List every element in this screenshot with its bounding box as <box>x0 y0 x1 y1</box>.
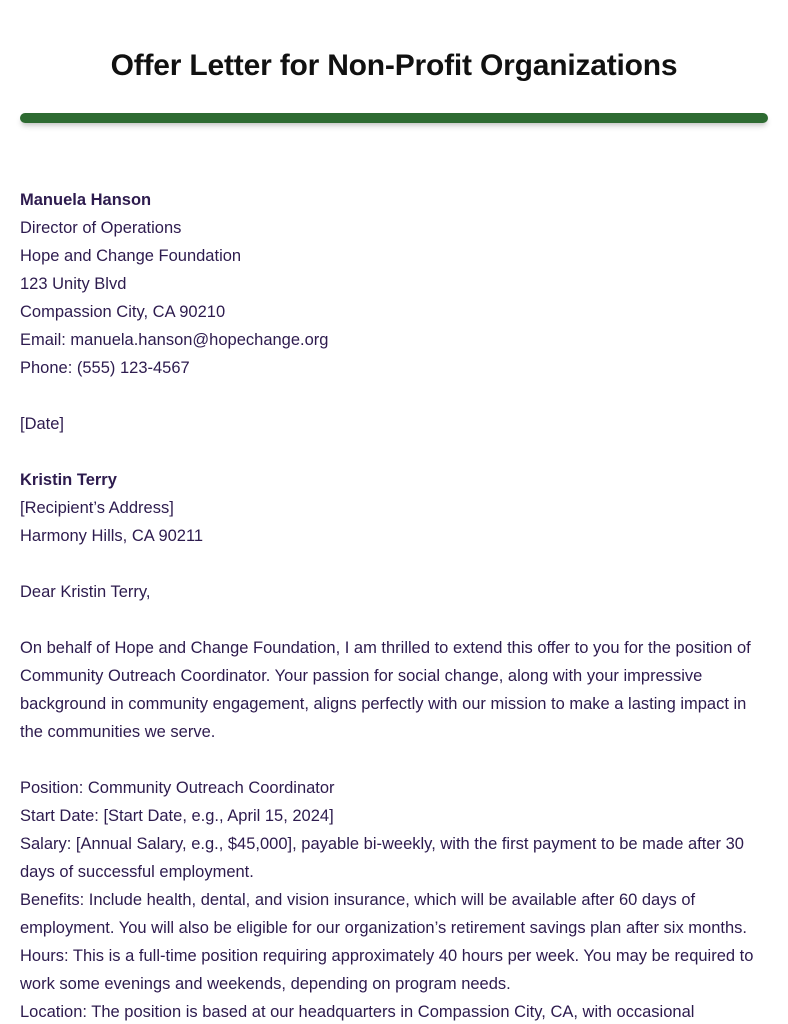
intro-paragraph: On behalf of Hope and Change Foundation, I am thrilled to extend this offer to you for the position of Community Outreach Coordinator. Your passion for social change, along with your impressive background in community engagement, aligns perfectly with our mission to make a lasting impact in the communities we serve. <box>20 639 751 741</box>
sender-block <box>20 186 768 382</box>
recipient-address-placeholder: [Recipient’s Address] <box>20 499 174 517</box>
page-title: Offer Letter for Non-Profit Organizations <box>110 49 678 82</box>
term-location: Location: The position is based at our headquarters in Compassion City, CA, with occasional <box>20 1003 695 1021</box>
salutation: Dear Kristin Terry, <box>20 583 151 601</box>
spacer-after-sender <box>20 382 768 410</box>
title-divider <box>20 113 768 123</box>
term-salary: Salary: [Annual Salary, e.g., $45,000], payable bi-weekly, with the first payment to be made after 30 days of successful employment. <box>20 835 744 881</box>
sender-organization: Hope and Change Foundation <box>20 247 242 265</box>
sender-phone: Phone: (555) 123-4567 <box>20 359 190 377</box>
sender-email: Email: manuela.hanson@hopechange.org <box>20 331 329 349</box>
recipient-block <box>20 466 768 550</box>
terms-block <box>20 774 768 1024</box>
recipient-name: Kristin Terry <box>20 471 117 489</box>
term-position: Position: Community Outreach Coordinator <box>20 779 335 797</box>
spacer-after-intro <box>20 746 768 774</box>
date-placeholder: [Date] <box>20 415 65 433</box>
letter-body <box>20 186 768 1024</box>
accent-bar <box>20 113 768 123</box>
sender-job-title: Director of Operations <box>20 219 182 237</box>
term-start-date: Start Date: [Start Date, e.g., April 15, 2024] <box>20 807 334 825</box>
sender-street: 123 Unity Blvd <box>20 275 127 293</box>
spacer-after-date <box>20 438 768 466</box>
sender-name: Manuela Hanson <box>20 191 152 209</box>
sender-city-state-zip: Compassion City, CA 90210 <box>20 303 226 321</box>
spacer-after-salutation <box>20 606 768 634</box>
term-benefits: Benefits: Include health, dental, and vision insurance, which will be available after 60 days of employment. You will also be eligible for our organization’s retirement savings plan after six months. <box>20 891 747 937</box>
term-hours: Hours: This is a full-time position requiring approximately 40 hours per week. You may be required to work some evenings and weekends, depending on program needs. <box>20 947 754 993</box>
spacer-after-recipient <box>20 550 768 578</box>
recipient-city-state-zip: Harmony Hills, CA 90211 <box>20 527 204 545</box>
